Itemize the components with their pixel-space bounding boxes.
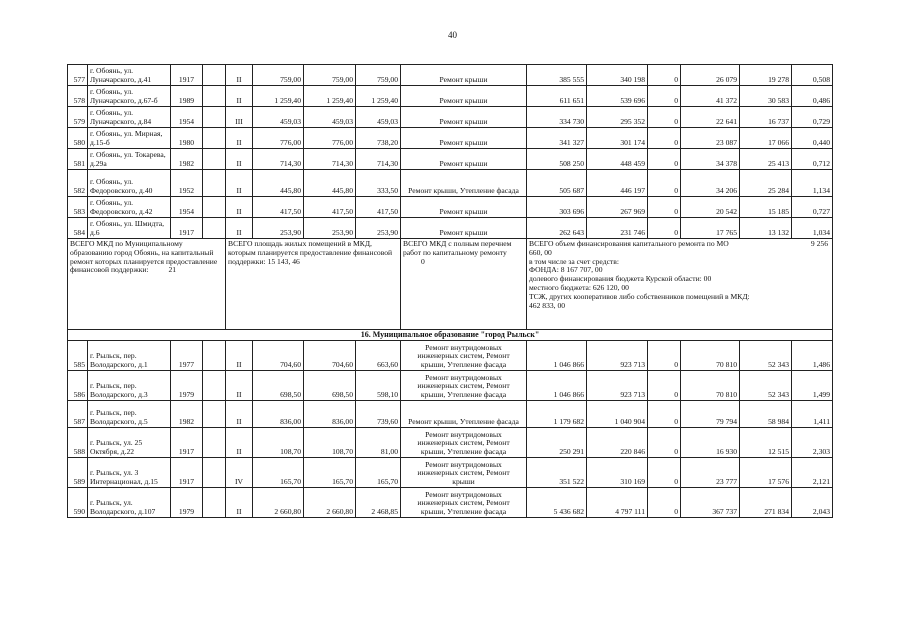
work-type-cell: Ремонт крыши	[401, 107, 527, 128]
address-cell: г. Обоянь, ул. Федоровского, д.40	[88, 170, 171, 197]
cost-fund-cell: 448 459	[587, 149, 648, 170]
summary-fin-line: 660, 00	[529, 247, 552, 257]
cost-region-cell: 0	[648, 218, 681, 239]
cost-owners-cell: 30 583	[740, 86, 792, 107]
unit-cost-cell: 1,499	[792, 371, 833, 401]
class-cell: II	[226, 488, 253, 518]
cost-fund-cell: 923 713	[587, 341, 648, 371]
address-cell: г. Обоянь, ул. Луначарского, д.67-б	[88, 86, 171, 107]
year-cell: 1917	[171, 428, 203, 458]
year-cell: 1980	[171, 128, 203, 149]
summary-fin-line: долевого финансирования бюджета Курской области: 00	[529, 274, 712, 284]
area-cell: 253,90	[304, 218, 356, 239]
cost-total-cell: 250 291	[527, 428, 587, 458]
class-cell: II	[226, 428, 253, 458]
address-cell: г. Обоянь, ул. Токарева, д.29а	[88, 149, 171, 170]
class-cell: II	[226, 218, 253, 239]
table-row	[68, 197, 833, 218]
unit-cost-cell: 0,712	[792, 149, 833, 170]
class-cell: II	[226, 341, 253, 371]
area-cell: 445,80	[304, 170, 356, 197]
area-total-cell: 714,30	[253, 149, 304, 170]
summary-fin-line: местного бюджета: 626 120, 00	[529, 282, 629, 292]
cost-local-cell: 17 765	[681, 218, 740, 239]
cost-total-cell: 334 730	[527, 107, 587, 128]
cost-region-cell: 0	[648, 428, 681, 458]
area-total-cell: 698,50	[253, 371, 304, 401]
summary-financing	[527, 239, 833, 330]
cost-total-cell: 505 687	[527, 170, 587, 197]
area-total-cell: 165,70	[253, 458, 304, 488]
row-number: 589	[68, 458, 88, 488]
summary-fin-line: ФОНДА: 8 167 707, 00	[529, 265, 603, 275]
empty-cell	[203, 218, 226, 239]
cost-fund-cell: 446 197	[587, 170, 648, 197]
work-type-cell: Ремонт крыши, Утепление фасада	[401, 170, 527, 197]
address-cell: г. Обоянь, ул. Федоровского, д.42	[88, 197, 171, 218]
cost-total-cell: 262 643	[527, 218, 587, 239]
empty-cell	[203, 401, 226, 428]
address-cell: г. Рыльск, пер. Володарского, д.3	[88, 371, 171, 401]
area-total-cell: 836,00	[253, 401, 304, 428]
area-total-cell: 445,80	[253, 170, 304, 197]
address-cell: г. Рыльск, ул. 3 Интернационал, д.15	[88, 458, 171, 488]
table-row	[68, 401, 833, 428]
year-cell: 1917	[171, 458, 203, 488]
cost-owners-cell: 25 284	[740, 170, 792, 197]
empty-cell	[203, 341, 226, 371]
area-total-cell: 1 259,40	[253, 86, 304, 107]
year-cell: 1977	[171, 341, 203, 371]
summary-fin-line: 462 833, 00	[529, 300, 566, 310]
area-total-cell: 776,00	[253, 128, 304, 149]
cost-fund-cell: 310 169	[587, 458, 648, 488]
cost-local-cell: 23 087	[681, 128, 740, 149]
table-row	[68, 428, 833, 458]
unit-cost-cell: 1,034	[792, 218, 833, 239]
class-cell: II	[226, 401, 253, 428]
cost-region-cell: 0	[648, 341, 681, 371]
cost-total-cell: 303 696	[527, 197, 587, 218]
row-number: 579	[68, 107, 88, 128]
work-type-cell: Ремонт внутридомовых инженерных систем, Ремонт крыши	[401, 458, 527, 488]
area-total-cell: 459,03	[253, 107, 304, 128]
cost-total-cell: 508 250	[527, 149, 587, 170]
area-residential-cell: 738,20	[356, 128, 401, 149]
table-row	[68, 488, 833, 518]
cost-total-cell: 611 651	[527, 86, 587, 107]
cost-region-cell: 0	[648, 458, 681, 488]
year-cell: 1979	[171, 371, 203, 401]
work-type-cell: Ремонт крыши	[401, 86, 527, 107]
area-residential-cell: 1 259,40	[356, 86, 401, 107]
table-row	[68, 65, 833, 86]
cost-local-cell: 79 794	[681, 401, 740, 428]
unit-cost-cell: 2,303	[792, 428, 833, 458]
work-type-cell: Ремонт внутридомовых инженерных систем, Ремонт крыши, Утепление фасада	[401, 428, 527, 458]
row-number: 588	[68, 428, 88, 458]
summary-fin-total: 9 256	[810, 239, 828, 248]
table-row	[68, 371, 833, 401]
unit-cost-cell: 1,134	[792, 170, 833, 197]
empty-cell	[203, 197, 226, 218]
address-cell: г. Рыльск, ул. 25 Октября, д.22	[88, 428, 171, 458]
table-row	[68, 458, 833, 488]
work-type-cell: Ремонт крыши	[401, 149, 527, 170]
empty-cell	[203, 428, 226, 458]
row-number: 585	[68, 341, 88, 371]
cost-owners-cell: 271 834	[740, 488, 792, 518]
area-residential-cell: 663,60	[356, 341, 401, 371]
row-number: 581	[68, 149, 88, 170]
unit-cost-cell: 0,727	[792, 197, 833, 218]
cost-region-cell: 0	[648, 371, 681, 401]
cost-owners-cell: 25 413	[740, 149, 792, 170]
area-cell: 759,00	[304, 65, 356, 86]
cost-total-cell: 385 555	[527, 65, 587, 86]
cost-owners-cell: 15 185	[740, 197, 792, 218]
unit-cost-cell: 0,486	[792, 86, 833, 107]
empty-cell	[203, 107, 226, 128]
area-cell: 698,50	[304, 371, 356, 401]
area-cell: 776,00	[304, 128, 356, 149]
class-cell: III	[226, 107, 253, 128]
cost-owners-cell: 12 515	[740, 428, 792, 458]
cost-local-cell: 22 641	[681, 107, 740, 128]
obojan-rows	[68, 65, 833, 239]
cost-owners-cell: 52 343	[740, 341, 792, 371]
summary-mkd-text: ВСЕГО МКД по Муниципальному образованию город Обоянь, на капитальный ремонт которых планируется предоставление финансовой поддержки:	[70, 239, 218, 275]
cost-total-cell: 351 522	[527, 458, 587, 488]
address-cell: г. Рыльск, ул. Володарского, д.107	[88, 488, 171, 518]
table-row	[68, 107, 833, 128]
summary-area-value: 15 143, 46	[267, 256, 300, 266]
summary-area-text: ВСЕГО площадь жилых помещений в МКД, которым планируется предоставление финансовой поддержки:	[228, 239, 393, 266]
cost-region-cell: 0	[648, 197, 681, 218]
area-residential-cell: 739,60	[356, 401, 401, 428]
cost-total-cell: 1 179 682	[527, 401, 587, 428]
table-row	[68, 341, 833, 371]
table-row	[68, 170, 833, 197]
page-number: 40	[448, 30, 457, 40]
area-residential-cell: 759,00	[356, 65, 401, 86]
unit-cost-cell: 2,121	[792, 458, 833, 488]
row-number: 590	[68, 488, 88, 518]
row-number: 578	[68, 86, 88, 107]
cost-total-cell: 1 046 866	[527, 341, 587, 371]
address-cell: г. Рыльск, пер. Володарского, д.5	[88, 401, 171, 428]
unit-cost-cell: 1,411	[792, 401, 833, 428]
address-cell: г. Обоянь, ул. Луначарского, д.41	[88, 65, 171, 86]
area-residential-cell: 165,70	[356, 458, 401, 488]
year-cell: 1982	[171, 401, 203, 428]
table-row	[68, 149, 833, 170]
work-type-cell: Ремонт крыши	[401, 65, 527, 86]
row-number: 583	[68, 197, 88, 218]
work-type-cell: Ремонт внутридомовых инженерных систем, Ремонт крыши, Утепление фасада	[401, 371, 527, 401]
summary-fin-line: ВСЕГО объем финансирования капитального ремонта по МО	[529, 239, 729, 248]
cost-local-cell: 367 737	[681, 488, 740, 518]
address-cell: г. Обоянь, ул. Мирная, д.15-б	[88, 128, 171, 149]
work-type-cell: Ремонт крыши	[401, 218, 527, 239]
cost-local-cell: 34 378	[681, 149, 740, 170]
empty-cell	[203, 458, 226, 488]
summary-fin-line: ТСЖ, других кооперативов либо собственников помещений в МКД:	[529, 291, 750, 301]
year-cell: 1952	[171, 170, 203, 197]
cost-owners-cell: 16 737	[740, 107, 792, 128]
cost-owners-cell: 58 984	[740, 401, 792, 428]
cost-region-cell: 0	[648, 488, 681, 518]
summary-full-value: 0	[421, 256, 425, 266]
row-number: 584	[68, 218, 88, 239]
cost-fund-cell: 4 797 111	[587, 488, 648, 518]
cost-fund-cell: 340 198	[587, 65, 648, 86]
row-number: 577	[68, 65, 88, 86]
class-cell: II	[226, 65, 253, 86]
year-cell: 1989	[171, 86, 203, 107]
area-residential-cell: 2 468,85	[356, 488, 401, 518]
year-cell: 1979	[171, 488, 203, 518]
area-residential-cell: 417,50	[356, 197, 401, 218]
row-number: 580	[68, 128, 88, 149]
summary-fin-line: в том числе за счет средств:	[529, 256, 619, 266]
area-residential-cell: 81,00	[356, 428, 401, 458]
section-header-row	[68, 330, 833, 341]
area-cell: 417,50	[304, 197, 356, 218]
area-total-cell: 108,70	[253, 428, 304, 458]
empty-cell	[203, 488, 226, 518]
cost-region-cell: 0	[648, 128, 681, 149]
summary-mkd-count	[68, 239, 226, 330]
year-cell: 1982	[171, 149, 203, 170]
class-cell: II	[226, 197, 253, 218]
cost-fund-cell: 539 696	[587, 86, 648, 107]
table-row	[68, 218, 833, 239]
row-number: 587	[68, 401, 88, 428]
area-cell: 714,30	[304, 149, 356, 170]
cost-local-cell: 34 206	[681, 170, 740, 197]
address-cell: г. Обоянь, ул. Луначарского, д.84	[88, 107, 171, 128]
area-cell: 704,60	[304, 341, 356, 371]
empty-cell	[203, 86, 226, 107]
cost-local-cell: 20 542	[681, 197, 740, 218]
cost-fund-cell: 231 746	[587, 218, 648, 239]
area-residential-cell: 253,90	[356, 218, 401, 239]
capital-repair-table	[67, 64, 832, 518]
work-type-cell: Ремонт крыши	[401, 197, 527, 218]
work-type-cell: Ремонт крыши	[401, 128, 527, 149]
cost-local-cell: 16 930	[681, 428, 740, 458]
cost-fund-cell: 267 969	[587, 197, 648, 218]
cost-region-cell: 0	[648, 86, 681, 107]
area-total-cell: 417,50	[253, 197, 304, 218]
class-cell: II	[226, 128, 253, 149]
cost-region-cell: 0	[648, 65, 681, 86]
summary-mkd-value: 21	[168, 265, 177, 275]
cost-owners-cell: 19 278	[740, 65, 792, 86]
rylsk-rows	[68, 341, 833, 518]
data-table	[67, 64, 833, 518]
work-type-cell: Ремонт внутридомовых инженерных систем, Ремонт крыши, Утепление фасада	[401, 341, 527, 371]
area-total-cell: 253,90	[253, 218, 304, 239]
unit-cost-cell: 1,486	[792, 341, 833, 371]
summary-area	[226, 239, 401, 330]
year-cell: 1954	[171, 197, 203, 218]
year-cell: 1917	[171, 65, 203, 86]
cost-fund-cell: 301 174	[587, 128, 648, 149]
area-cell: 836,00	[304, 401, 356, 428]
table-row	[68, 86, 833, 107]
unit-cost-cell: 0,508	[792, 65, 833, 86]
area-cell: 2 660,80	[304, 488, 356, 518]
class-cell: II	[226, 371, 253, 401]
section-title: 16. Муниципальное образование "город Рыльск"	[68, 330, 833, 341]
area-cell: 459,03	[304, 107, 356, 128]
area-total-cell: 704,60	[253, 341, 304, 371]
cost-owners-cell: 17 576	[740, 458, 792, 488]
area-residential-cell: 598,10	[356, 371, 401, 401]
unit-cost-cell: 0,440	[792, 128, 833, 149]
area-cell: 165,70	[304, 458, 356, 488]
cost-local-cell: 41 372	[681, 86, 740, 107]
area-total-cell: 2 660,80	[253, 488, 304, 518]
table-row	[68, 128, 833, 149]
empty-cell	[203, 128, 226, 149]
class-cell: II	[226, 170, 253, 197]
cost-total-cell: 341 327	[527, 128, 587, 149]
cost-fund-cell: 295 352	[587, 107, 648, 128]
empty-cell	[203, 170, 226, 197]
cost-local-cell: 70 810	[681, 371, 740, 401]
year-cell: 1917	[171, 218, 203, 239]
work-type-cell: Ремонт крыши, Утепление фасада	[401, 401, 527, 428]
row-number: 582	[68, 170, 88, 197]
summary-full-works	[401, 239, 527, 330]
unit-cost-cell: 2,043	[792, 488, 833, 518]
area-cell: 1 259,40	[304, 86, 356, 107]
summary-full-text: ВСЕГО МКД с полным перечнем работ по капитальному ремонту	[403, 239, 512, 257]
work-type-cell: Ремонт внутридомовых инженерных систем, Ремонт крыши, Утепление фасада	[401, 488, 527, 518]
cost-region-cell: 0	[648, 401, 681, 428]
area-residential-cell: 459,03	[356, 107, 401, 128]
cost-fund-cell: 220 846	[587, 428, 648, 458]
cost-owners-cell: 13 132	[740, 218, 792, 239]
cost-local-cell: 23 777	[681, 458, 740, 488]
area-residential-cell: 333,50	[356, 170, 401, 197]
empty-cell	[203, 149, 226, 170]
cost-total-cell: 1 046 866	[527, 371, 587, 401]
cost-region-cell: 0	[648, 149, 681, 170]
cost-owners-cell: 17 066	[740, 128, 792, 149]
cost-region-cell: 0	[648, 170, 681, 197]
address-cell: г. Обоянь, ул. Шмидта, д.6	[88, 218, 171, 239]
cost-region-cell: 0	[648, 107, 681, 128]
address-cell: г. Рыльск, пер. Володарского, д.1	[88, 341, 171, 371]
empty-cell	[203, 371, 226, 401]
cost-local-cell: 70 810	[681, 341, 740, 371]
cost-total-cell: 5 436 682	[527, 488, 587, 518]
year-cell: 1954	[171, 107, 203, 128]
empty-cell	[203, 65, 226, 86]
class-cell: II	[226, 149, 253, 170]
cost-owners-cell: 52 343	[740, 371, 792, 401]
unit-cost-cell: 0,729	[792, 107, 833, 128]
cost-fund-cell: 923 713	[587, 371, 648, 401]
cost-fund-cell: 1 040 904	[587, 401, 648, 428]
area-total-cell: 759,00	[253, 65, 304, 86]
summary-row	[68, 239, 833, 330]
class-cell: IV	[226, 458, 253, 488]
row-number: 586	[68, 371, 88, 401]
area-residential-cell: 714,30	[356, 149, 401, 170]
cost-local-cell: 26 079	[681, 65, 740, 86]
area-cell: 108,70	[304, 428, 356, 458]
class-cell: II	[226, 86, 253, 107]
